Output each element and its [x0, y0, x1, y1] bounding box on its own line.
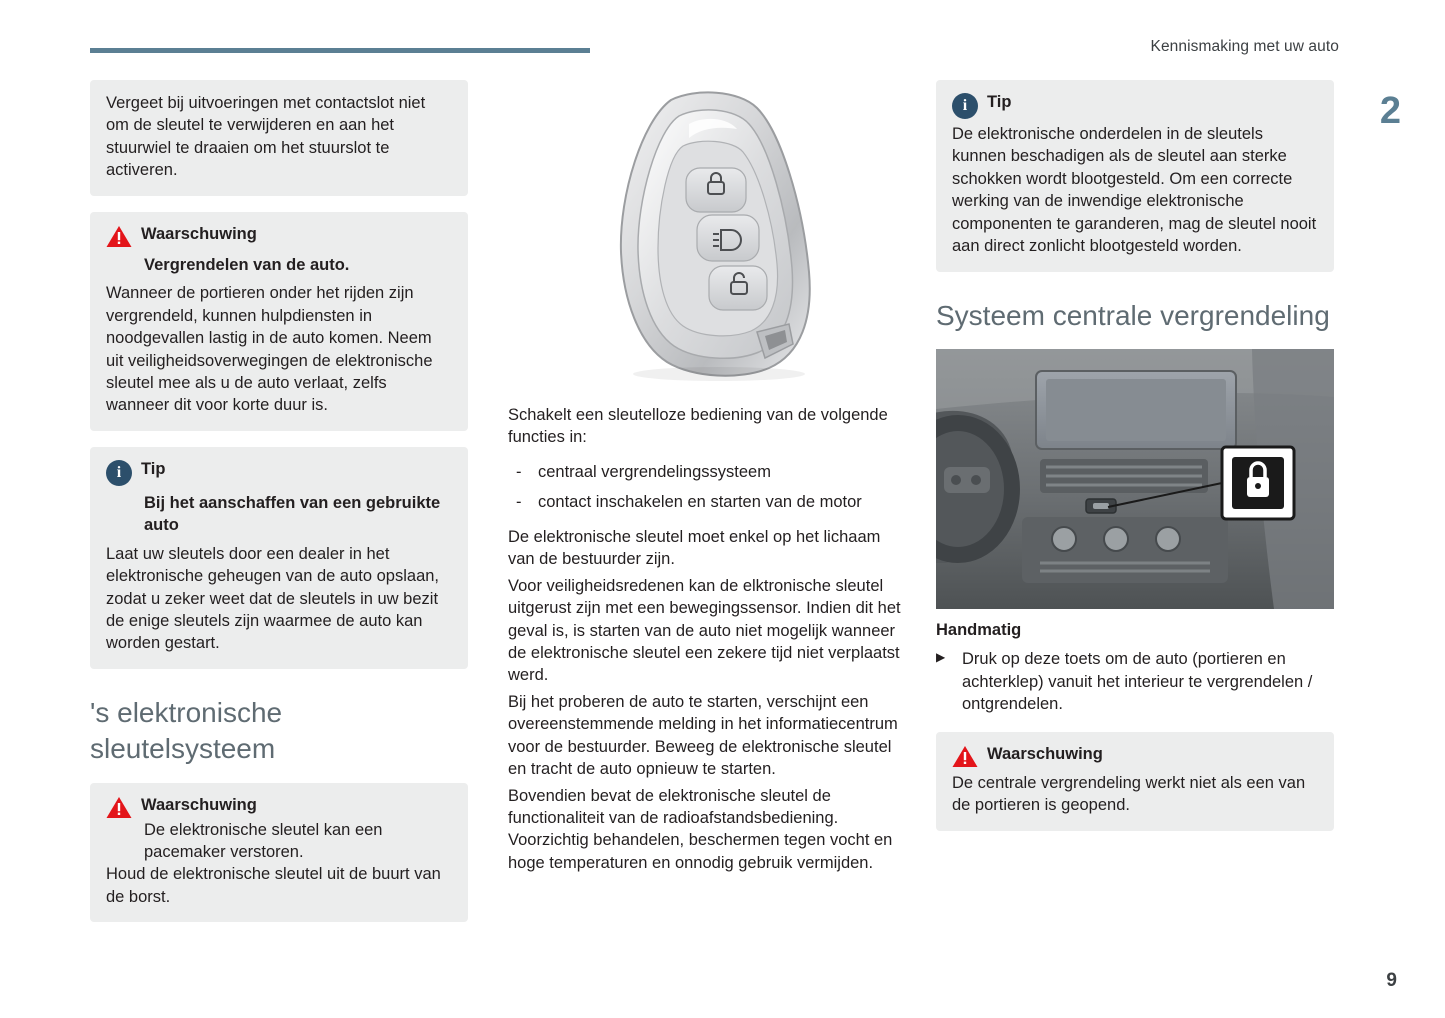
intro-note-text: Vergeet bij uitvoeringen met contactslot niet om de sleutel te verwijderen en aan het stuurwiel te draaien om het stuurslot te activeren.: [106, 94, 426, 180]
key-light-button-glyph: [697, 215, 759, 261]
tip-used-car-body: Laat uw sleutels door een dealer in het elektronische geheugen van de auto opslaan, zodat u zeker weet dat de sleutels in uw bezit de enige sleutels zijn waarmee de auto kan worden gestart.: [106, 544, 440, 653]
warning-pacemaker-line1: De elektronische sleutel kan een pacemaker verstoren.: [144, 820, 383, 861]
section-title-key-system: 's elektronische sleutelsysteem: [90, 696, 283, 764]
page-header: [0, 38, 1445, 62]
padlock-icon: [1222, 447, 1294, 519]
warning-central-locking-header: [952, 744, 1318, 768]
manual-instruction-list: [936, 648, 1334, 715]
warning-lock-title: Waarschuwing: [141, 224, 257, 243]
warning-triangle-icon: [106, 796, 132, 819]
chapter-number: 2: [1379, 90, 1401, 132]
warning-triangle-icon: [952, 745, 978, 768]
tip-used-car-header: [106, 459, 452, 486]
page-number: 9: [1386, 970, 1397, 991]
warning-pacemaker-box: [90, 783, 468, 923]
column-right: [936, 80, 1334, 847]
list-item: - contact inschakelen en starten van de motor: [508, 491, 908, 513]
tip-used-car-box: [90, 447, 468, 669]
list-item: - centraal vergrendelingssysteem: [508, 461, 908, 483]
tip-electronics-body: De elektronische onderdelen in de sleutels kunnen beschadigen als de sleutel aan sterke schokken wordt blootgesteld. Om een correcte werking van de inwendige elektronische componenten te garanderen, mag de sleutel nooit aan direct zonlicht blootgesteld worden.: [952, 125, 1317, 256]
warning-pacemaker-header: [106, 795, 452, 819]
column-left: [90, 80, 468, 938]
warning-central-locking-body: De centrale vergrendeling werkt niet als een van de portieren is geopend.: [952, 773, 1306, 815]
warning-lock-box: [90, 212, 468, 431]
tip-electronics-header: [952, 92, 1318, 119]
electronic-key-illustration: [508, 86, 908, 386]
warning-lock-subtitle: Vergrendelen van de auto.: [144, 255, 350, 274]
warning-lock-body: Wanneer de portieren onder het rijden zijn vergrendeld, kunnen hulpdiensten in noodgevallen lastig in de auto komen. Neem uit veiligheidsoverwegingen de elektronische sleutel mee als u de auto verlaat, zelfs wanneer dit voor korte duur is.: [106, 284, 433, 415]
key-functions-intro: Schakelt een sleutelloze bediening van de volgende functies in:: [508, 406, 888, 447]
key-functions-list: [508, 461, 908, 514]
warning-lock-header: [106, 224, 452, 248]
header-rule: [90, 48, 590, 53]
dashboard-central-locking-photo: [936, 349, 1334, 609]
warning-central-locking-title: Waarschuwing: [987, 744, 1103, 763]
tip-used-car-title: Tip: [141, 459, 166, 478]
warning-central-locking-box: [936, 732, 1334, 831]
tip-used-car-subtitle: Bij het aanschaffen van een gebruikte auto: [144, 493, 441, 535]
key-unlock-button-glyph: [709, 266, 767, 310]
section-title-central-locking: Systeem centrale vergrendeling: [936, 299, 1330, 331]
key-lock-button-glyph: [686, 168, 746, 212]
info-circle-icon: i: [952, 93, 978, 119]
warning-pacemaker-title: Waarschuwing: [141, 795, 257, 814]
key-body-paragraph-2: Voor veiligheidsredenen kan de elktronische sleutel uitgerust zijn met een bewegingssensor. Indien dit het geval is, is starten van de auto niet mogelijk wanneer de elektronische sleutel een zekere tijd niet verplaatst werd.: [508, 576, 901, 685]
warning-pacemaker-line2: Houd de elektronische sleutel uit de buurt van de borst.: [106, 865, 441, 906]
key-body-paragraph-3: Bij het proberen de auto te starten, verschijnt een overeenstemmende melding in het informatiecentrum voor de bestuurder. Beweeg de elektronische sleutel en tracht de auto opnieuw te starten.: [508, 692, 898, 779]
list-item: ▶ Druk op deze toets om de auto (portieren en achterklep) vanuit het interieur te vergrendelen / ontgrendelen.: [936, 648, 1334, 715]
column-middle: [508, 80, 908, 886]
info-circle-icon: i: [106, 460, 132, 486]
tip-electronics-title: Tip: [987, 93, 1012, 111]
warning-triangle-icon: [106, 225, 132, 248]
key-body-paragraph-1: De elektronische sleutel moet enkel op het lichaam van de bestuurder zijn.: [508, 527, 881, 569]
manual-label: Handmatig: [936, 621, 1022, 640]
header-title: Kennismaking met uw auto: [1150, 38, 1339, 55]
key-body-paragraph-4: Bovendien bevat de elektronische sleutel de functionaliteit van de radioafstandsbediening. Voorzichtig behandelen, beschermen tegen vocht en hoge temperaturen en onnodig gebruik vermijden.: [508, 786, 893, 872]
tip-electronics-box: [936, 80, 1334, 272]
intro-note-box: [90, 80, 468, 196]
